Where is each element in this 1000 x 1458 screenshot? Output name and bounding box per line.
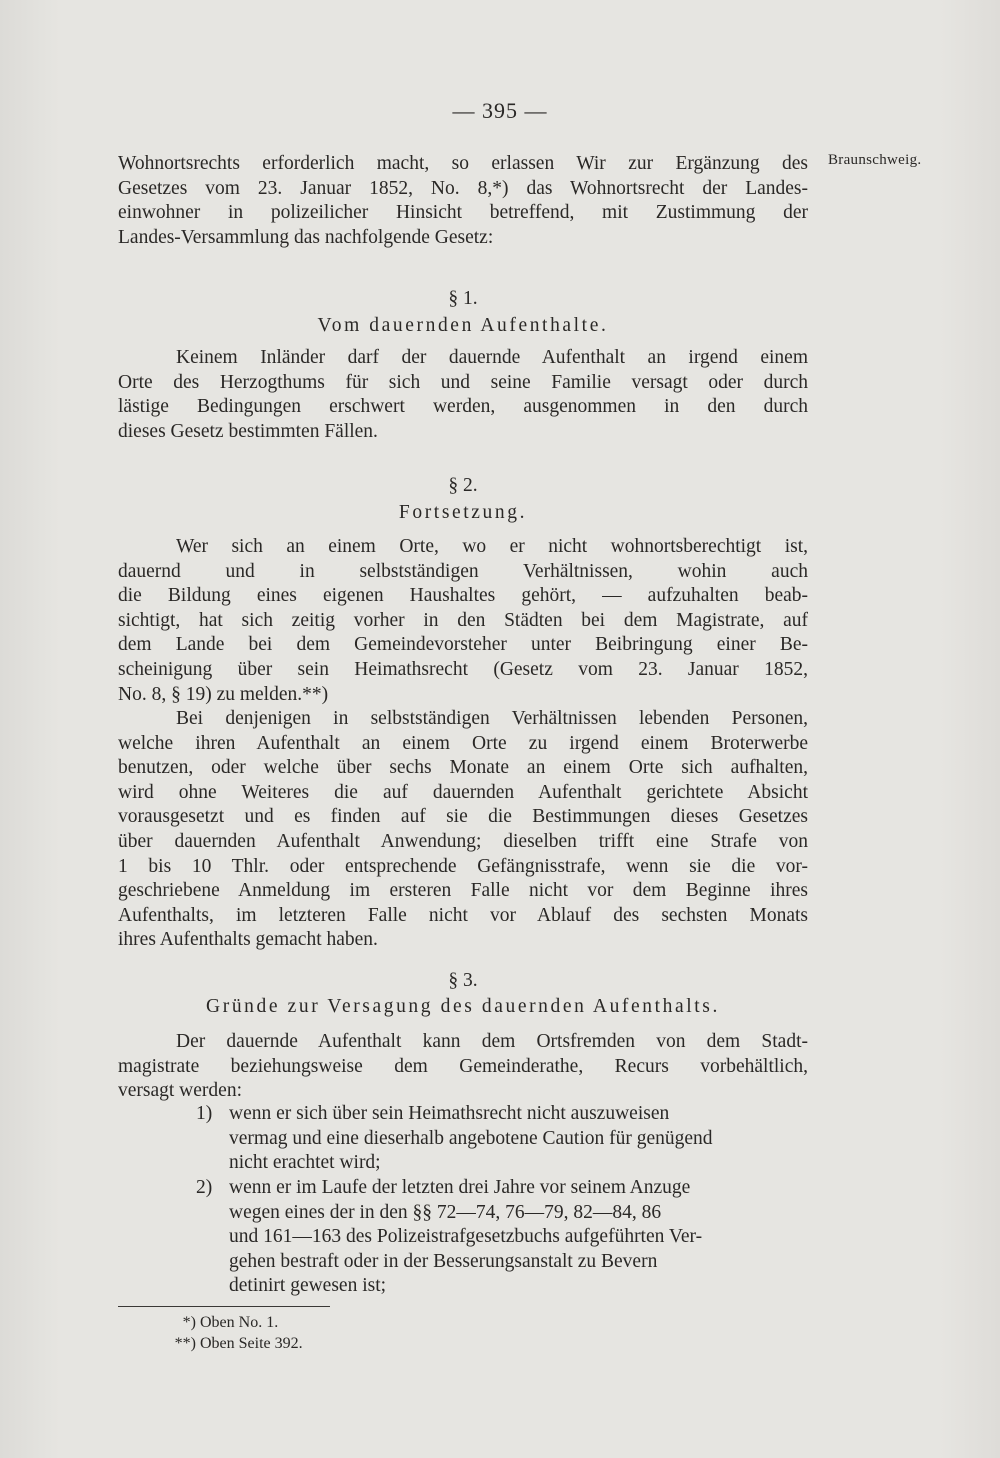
- text-line: wird ohne Weiteres die auf dauernden Aufenthalt gerichtete Absicht: [118, 781, 808, 803]
- list-item: [196, 1176, 808, 1299]
- section-2-paragraph-2: [118, 707, 808, 953]
- footnote-mark: *): [182, 1314, 196, 1331]
- text-line: Wohnortsrechts erforderlich macht, so erlassen Wir zur Ergänzung des: [118, 153, 808, 174]
- text-line: dauernd und in selbstständigen Verhältnissen, wohin auch: [118, 560, 808, 582]
- text-line: detinirt gewesen ist;: [229, 1275, 387, 1297]
- section-title: Fortsetzung.: [398, 502, 528, 523]
- text-line: Landes-Versammlung das nachfolgende Gesetz:: [118, 226, 494, 248]
- text-line: Wer sich an einem Orte, wo er nicht wohnortsberechtigt ist,: [176, 536, 808, 557]
- section-3-paragraph: [118, 1030, 808, 1104]
- text-line: scheinigung über sein Heimathsrecht (Gesetz vom 23. Januar 1852,: [118, 658, 808, 680]
- text-line: dem Lande bei dem Gemeindevorsteher unter Beibringung einer Be-: [118, 634, 808, 656]
- footnote-text: Oben No. 1.: [200, 1314, 279, 1331]
- text-line: versagt werden:: [118, 1080, 242, 1102]
- text-line: No. 8, § 19) zu melden.**): [118, 683, 329, 705]
- text-line: Aufenthalts, im letzteren Falle nicht vor Ablauf des sechsten Monats: [118, 904, 808, 926]
- footnote-mark: **): [174, 1335, 196, 1352]
- text-line: vorausgesetzt und es finden auf sie die Bestimmungen dieses Gesetzes: [118, 806, 808, 828]
- intro-paragraph: [118, 152, 808, 250]
- text-line: Der dauernde Aufenthalt kann dem Ortsfremden von dem Stadt-: [176, 1031, 808, 1052]
- footnote: [118, 1334, 303, 1354]
- text-line: sichtigt, hat sich zeitig vorher in den Städten bei dem Magistrate, auf: [118, 609, 808, 631]
- section-number: § 2.: [448, 475, 478, 496]
- text-line: und 161—163 des Polizeistrafgesetzbuchs aufgeführten Ver-: [229, 1226, 703, 1248]
- section-title: Gründe zur Versagung des dauernden Aufenthalts.: [206, 996, 720, 1017]
- text-line: Orte des Herzogthums für sich und seine Familie versagt oder durch: [118, 371, 808, 393]
- footnote-divider: [118, 1306, 330, 1307]
- text-line: dieses Gesetz bestimmten Fällen.: [118, 420, 378, 442]
- text-line: über dauernden Aufenthalt Anwendung; dieselben trifft eine Strafe von: [118, 830, 808, 852]
- list-item: [196, 1102, 808, 1176]
- footnote-text: Oben Seite 392.: [200, 1335, 303, 1352]
- text-line: Keinem Inländer darf der dauernde Aufenthalt an irgend einem: [176, 347, 808, 368]
- section-number: § 3.: [448, 970, 478, 991]
- text-line: geschriebene Anmeldung im ersteren Falle nicht vor dem Beginne ihres: [118, 880, 808, 902]
- footnote: [118, 1313, 278, 1333]
- text-line: wegen eines der in den §§ 72—74, 76—79, 82—84, 86: [229, 1201, 662, 1223]
- text-line: benutzen, oder welche über sechs Monate an einem Orte sich aufhalten,: [118, 757, 808, 779]
- margin-note: Braunschweig.: [828, 152, 922, 168]
- page-number: — 395 —: [452, 98, 548, 123]
- text-line: ihres Aufenthalts gemacht haben.: [118, 929, 378, 951]
- text-line: nicht erachtet wird;: [229, 1152, 381, 1174]
- text-line: 1 bis 10 Thlr. oder entsprechende Gefängnisstrafe, wenn sie die vor-: [118, 855, 808, 877]
- list-item-number: 1): [196, 1103, 213, 1124]
- text-line: vermag und eine dieserhalb angebotene Caution für genügend: [229, 1127, 713, 1149]
- text-line: lästige Bedingungen erschwert werden, ausgenommen in den durch: [118, 396, 808, 418]
- text-line: wenn er sich über sein Heimathsrecht nicht auszuweisen: [229, 1103, 670, 1124]
- section-2-paragraph-1: [118, 535, 808, 707]
- text-line: magistrate beziehungsweise dem Gemeinderathe, Recurs vorbehältlich,: [118, 1055, 808, 1077]
- section-number: § 1.: [448, 288, 478, 309]
- text-line: Gesetzes vom 23. Januar 1852, No. 8,*) das Wohnortsrecht der Landes-: [118, 177, 808, 199]
- text-line: wenn er im Laufe der letzten drei Jahre vor seinem Anzuge: [229, 1177, 691, 1198]
- text-line: die Bildung eines eigenen Haushaltes gehört, — aufzuhalten beab-: [118, 585, 808, 607]
- text-line: Bei denjenigen in selbstständigen Verhältnissen lebenden Personen,: [176, 708, 808, 729]
- text-line: einwohner in polizeilicher Hinsicht betreffend, mit Zustimmung der: [118, 202, 808, 224]
- section-1-paragraph: [118, 346, 808, 444]
- text-line: gehen bestraft oder in der Besserungsanstalt zu Bevern: [229, 1250, 658, 1272]
- text-line: welche ihren Aufenthalt an einem Orte zu irgend einem Broterwerbe: [118, 732, 808, 754]
- list-item-number: 2): [196, 1177, 213, 1198]
- section-title: Vom dauernden Aufenthalte.: [317, 315, 609, 336]
